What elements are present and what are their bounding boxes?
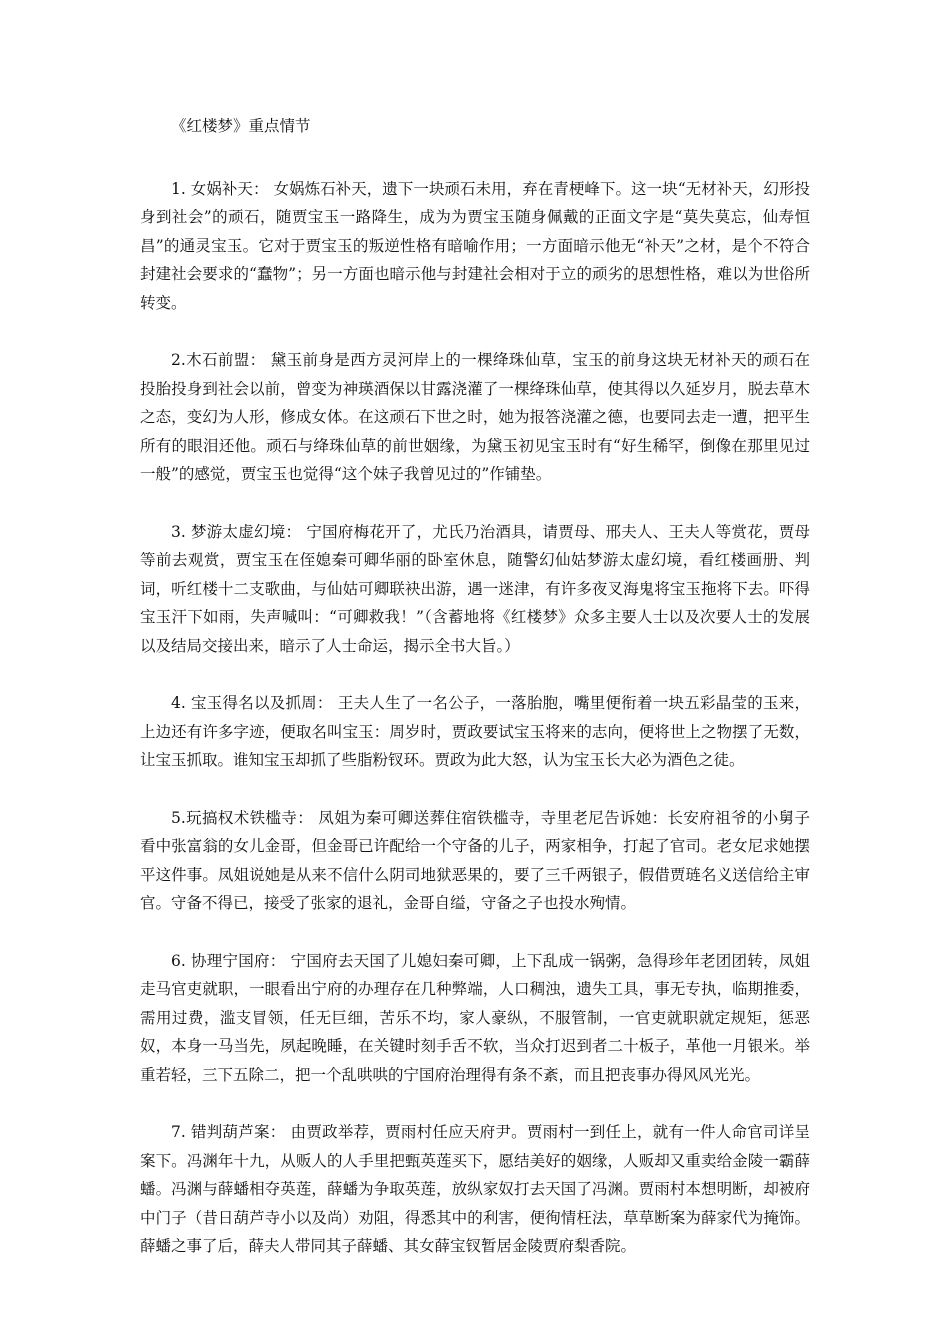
section-wood-stone-pledge: [140, 346, 810, 489]
section-paragraph: [140, 175, 810, 318]
section-body: 黛玉前身是西方灵河岸上的一棵绛珠仙草，宝玉的前身这块无材补天的顽石在投胎投身到社会以前，曾变为神瑛酒保以甘露浇灌了一棵绛珠仙草，使其得以久延岁月，脱去草木之态，变幻为人形，修成女体。在这顽石下世之时，她为报答浇灌之德，也要同去走一遭，把平生所有的眼泪还他。顽石与绛珠仙草的前世姻缘，为黛玉初见宝玉时有“好生稀罕，倒像在那里见过一般”的感觉，贾宝玉也觉得“这个妹子我曾见过的”作铺垫。: [140, 351, 810, 483]
section-heading: 2.木石前盟：: [171, 351, 266, 369]
section-heading: 5.玩搞权术铁槛寺：: [171, 808, 314, 827]
section-paragraph: [140, 346, 810, 489]
section-baoyu-naming: [140, 689, 810, 775]
section-dream-illusion-land: [140, 518, 810, 661]
section-managing-ningguo: [140, 947, 810, 1090]
section-paragraph: [140, 689, 810, 775]
section-body: 王夫人生了一名公子，一落胎胞，嘴里便衔着一块五彩晶莹的玉来，上边还有许多字迹，便取名叫宝玉：周岁时，贾政要试宝玉将来的志向，便将世上之物摆了无数，让宝玉抓取。谁知宝玉却抓了些脂粉钗环。贾政为此大怒，认为宝玉长大必为酒色之徒。: [140, 694, 810, 769]
section-body: 由贾政举荐，贾雨村任应天府尹。贾雨村一到任上，就有一件人命官司详呈案下。冯渊年十九，从贩人的人手里把甄英莲买下，愿结美好的姻缘，人贩却又重卖给金陵一霸薛蟠。冯渊与薛蟠相夺英莲，薛蟠为争取英莲，放纵家奴打去天国了冯渊。贾雨村本想明断，却被府中门子（昔日葫芦寺小以及尚）劝阻，得悉其中的利害，便徇情枉法，草草断案为薛家代为掩饰。薛蟠之事了后，薛夫人带同其子薛蟠、其女薛宝钗暂居金陵贾府梨香院。: [140, 1123, 811, 1255]
section-body: 女娲炼石补天，遗下一块顽石未用，弃在青梗峰下。这一块“无材补天，幻形投身到社会”的顽石，随贾宝玉一路降生，成为为贾宝玉随身佩戴的正面文字是“莫失莫忘，仙寿恒昌”的通灵宝玉。它对于贾宝玉的叛逆性格有暗喻作用；一方面暗示他无“补天”之材，是个不符合封建社会要求的“蠢物”；另一方面也暗示他与封建社会相对于立的顽劣的思想性格，难以为世俗所转变。: [140, 179, 810, 312]
document-content: [140, 112, 810, 1290]
section-heading: 3. 梦游太虚幻境：: [171, 522, 302, 541]
section-nuwa-mends-sky: [140, 175, 810, 318]
document-title: 《红楼梦》重点情节: [171, 117, 311, 135]
section-paragraph: [140, 947, 810, 1090]
section-paragraph: [140, 804, 810, 918]
section-gourd-case: [140, 1118, 810, 1261]
section-iron-threshold-temple: [140, 804, 810, 918]
section-heading: 7. 错判葫芦案：: [171, 1123, 286, 1141]
section-paragraph: [140, 518, 810, 661]
section-body: 宁国府梅花开了，尤氏乃治酒具，请贾母、邢夫人、王夫人等赏花，贾母等前去观赏，贾宝玉在侄媳秦可卿华丽的卧室休息，随警幻仙姑梦游太虚幻境，看红楼画册、判词，听红楼十二支歌曲，与仙姑可卿联袂出游，遇一迷津，有许多夜叉海鬼将宝玉拖将下去。吓得宝玉汗下如雨，失声喊叫：“可卿救我！”（含蓄地将《红楼梦》众多主要人士以及次要人士的发展以及结局交接出来，暗示了人士命运，揭示全书大旨。）: [140, 522, 810, 655]
section-body: 宁国府去天国了儿媳妇秦可卿，上下乱成一锅粥，急得珍年老团团转，凤姐走马官吏就职，一眼看出宁府的办理存在几种弊端，人口稠浊，遗失工具，事无专执，临期推委，需用过费，滥支冒领，任无巨细，苦乐不均，家人豪纵，不服管制，一官吏就职就定规矩，惩恶奴，本身一马当先，夙起晚睡，在关键时刻手舌不软，当众打迟到者二十板子，革他一月银米。举重若轻，三下五除二，把一个乱哄哄的宁国府治理得有条不紊，而且把丧事办得风风光光。: [140, 951, 811, 1084]
section-paragraph: [140, 1118, 810, 1261]
section-body: 凤姐为秦可卿送葬住宿铁槛寺，寺里老尼告诉她：长安府祖爷的小舅子看中张富翁的女儿金哥，但金哥已许配给一个守备的儿子，两家相争，打起了官司。老女尼求她摆平这件事。凤姐说她是从来不信什么阴司地狱恶果的，要了三千两银子，假借贾琏名义送信给主审官。守备不得已，接受了张家的退礼，金哥自缢，守备之子也投水殉情。: [140, 808, 810, 912]
section-heading: 6. 协理宁国府：: [171, 951, 286, 970]
section-heading: 1. 女娲补天：: [171, 179, 269, 198]
section-heading: 4. 宝玉得名以及抓周：: [171, 694, 333, 712]
